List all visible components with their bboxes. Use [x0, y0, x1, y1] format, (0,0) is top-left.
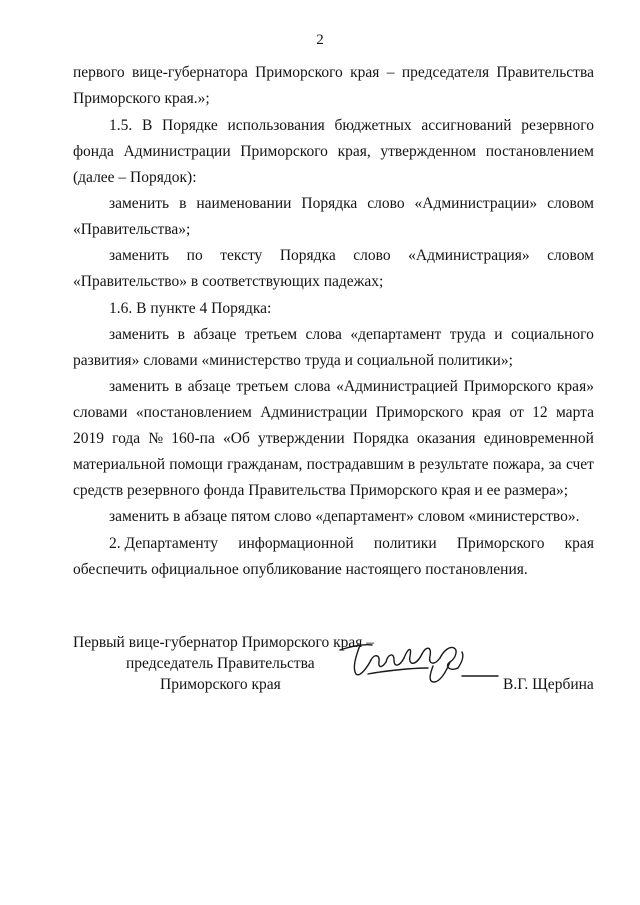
word: в	[179, 195, 187, 212]
word: оказания	[416, 430, 476, 447]
word: пострадавшим	[306, 456, 404, 473]
word: «постановлением	[135, 404, 252, 421]
paragraph-line	[109, 247, 594, 265]
word: ассигнований	[421, 117, 512, 134]
paragraph-line	[109, 326, 594, 344]
word: «Администрацией	[336, 378, 458, 395]
word: единовременной	[483, 430, 594, 447]
paragraph-line	[109, 535, 594, 553]
word: 2019	[73, 430, 104, 447]
paragraph-line	[73, 143, 594, 161]
word: первого	[73, 64, 125, 81]
word: 2. Департаменту	[109, 535, 219, 552]
word: третьем	[236, 378, 289, 395]
word: резервного	[521, 117, 594, 134]
word: словами	[73, 404, 128, 421]
word: Администрации	[260, 404, 368, 421]
word: фонда	[73, 143, 114, 160]
word: края,	[337, 143, 371, 160]
paragraph-line	[73, 64, 594, 82]
word: в	[174, 378, 183, 395]
word: утвержденном	[380, 143, 477, 160]
word: бюджетных	[334, 117, 412, 134]
paragraph-line	[73, 117, 594, 135]
word: Приморского	[456, 535, 545, 552]
word: абзаце	[187, 378, 231, 395]
word: края»	[556, 378, 594, 395]
word: заменить	[109, 247, 170, 264]
word: Приморского	[375, 404, 464, 421]
word: председателя	[401, 64, 490, 81]
word: Порядка	[352, 430, 409, 447]
word: постановлением	[485, 143, 594, 160]
word: третьем	[244, 326, 298, 343]
paragraph-line	[109, 378, 594, 396]
word: слова	[305, 326, 342, 343]
word: информационной	[238, 535, 354, 552]
signer-position-line: председатель Правительства	[126, 655, 315, 672]
word: края	[350, 64, 380, 81]
word: Порядка	[301, 195, 358, 212]
paragraph-line: развития» словами «министерство труда и социальной политики»;	[73, 352, 513, 369]
paragraph-line: заменить в абзаце пятом слово «департамент» словом «министерство».	[109, 508, 580, 525]
word: пожара,	[492, 456, 545, 473]
word: словом	[547, 195, 594, 212]
word: года	[112, 430, 141, 447]
word: 1.5.	[109, 117, 133, 134]
paragraph-line: 1.6. В пункте 4 Порядка:	[109, 300, 272, 317]
word: края	[471, 404, 502, 421]
signer-position-line: Первый вице-губернатор Приморского края –	[73, 634, 375, 651]
paragraph-line: средств резервного фонда Правительства Приморского края и ее размера»;	[73, 482, 569, 499]
word: от	[509, 404, 524, 421]
word: заменить	[109, 378, 170, 395]
word: наименовании	[196, 195, 292, 212]
word: слова	[294, 378, 331, 395]
word: в	[177, 326, 185, 343]
word: Приморского	[255, 64, 343, 81]
word: утверждении	[257, 430, 345, 447]
word: счет	[565, 456, 594, 473]
paragraph-line	[73, 430, 594, 448]
handwritten-signature	[338, 632, 508, 694]
word: помощи	[169, 456, 223, 473]
word: в	[407, 456, 416, 473]
word: результате	[419, 456, 489, 473]
word: абзаце	[193, 326, 237, 343]
paragraph-line: «Правительство» в соответствующих падежах;	[73, 273, 384, 290]
word: материальной	[73, 456, 166, 473]
paragraph-line	[73, 456, 594, 474]
word: 160-па	[171, 430, 215, 447]
word: края	[564, 535, 594, 552]
word: слово	[353, 247, 391, 264]
word: гражданам,	[227, 456, 303, 473]
word: В	[141, 117, 153, 134]
word: Порядке	[162, 117, 218, 134]
signer-name: В.Г. Щербина	[503, 676, 594, 693]
word: вице-губернатора	[131, 64, 248, 81]
page-number: 2	[316, 32, 324, 48]
paragraph-line: Приморского края.»;	[73, 90, 210, 107]
word: «департамент	[350, 326, 442, 343]
word: Приморского	[240, 143, 328, 160]
signer-position-line: Приморского края	[160, 676, 281, 693]
word: Приморского	[463, 378, 552, 395]
word: заменить	[109, 326, 170, 343]
paragraph-line	[73, 404, 594, 422]
word: заменить	[109, 195, 170, 212]
word: словом	[547, 247, 594, 264]
word: «Администрация»	[408, 247, 530, 264]
paragraph-line: (далее – Порядок):	[73, 169, 197, 186]
word: и	[494, 326, 503, 343]
word: «Администрации»	[414, 195, 538, 212]
word: слово	[367, 195, 405, 212]
word: труда	[449, 326, 486, 343]
word: тексту	[220, 247, 263, 264]
word: №	[148, 430, 164, 447]
word: Порядка	[279, 247, 336, 264]
word: 12	[532, 404, 548, 421]
word: «Об	[223, 430, 250, 447]
word: –	[386, 64, 395, 81]
word: социального	[511, 326, 594, 343]
word: Правительства	[496, 64, 594, 81]
word: за	[548, 456, 562, 473]
word: Администрации	[123, 143, 231, 160]
paragraph-line: «Правительства»;	[73, 221, 191, 238]
word: политики	[373, 535, 437, 552]
paragraph-line: обеспечить официальное опубликование настоящего постановления.	[73, 561, 528, 578]
paragraph-line	[109, 195, 594, 213]
word: по	[186, 247, 203, 264]
word: марта	[555, 404, 594, 421]
word: использования	[227, 117, 325, 134]
